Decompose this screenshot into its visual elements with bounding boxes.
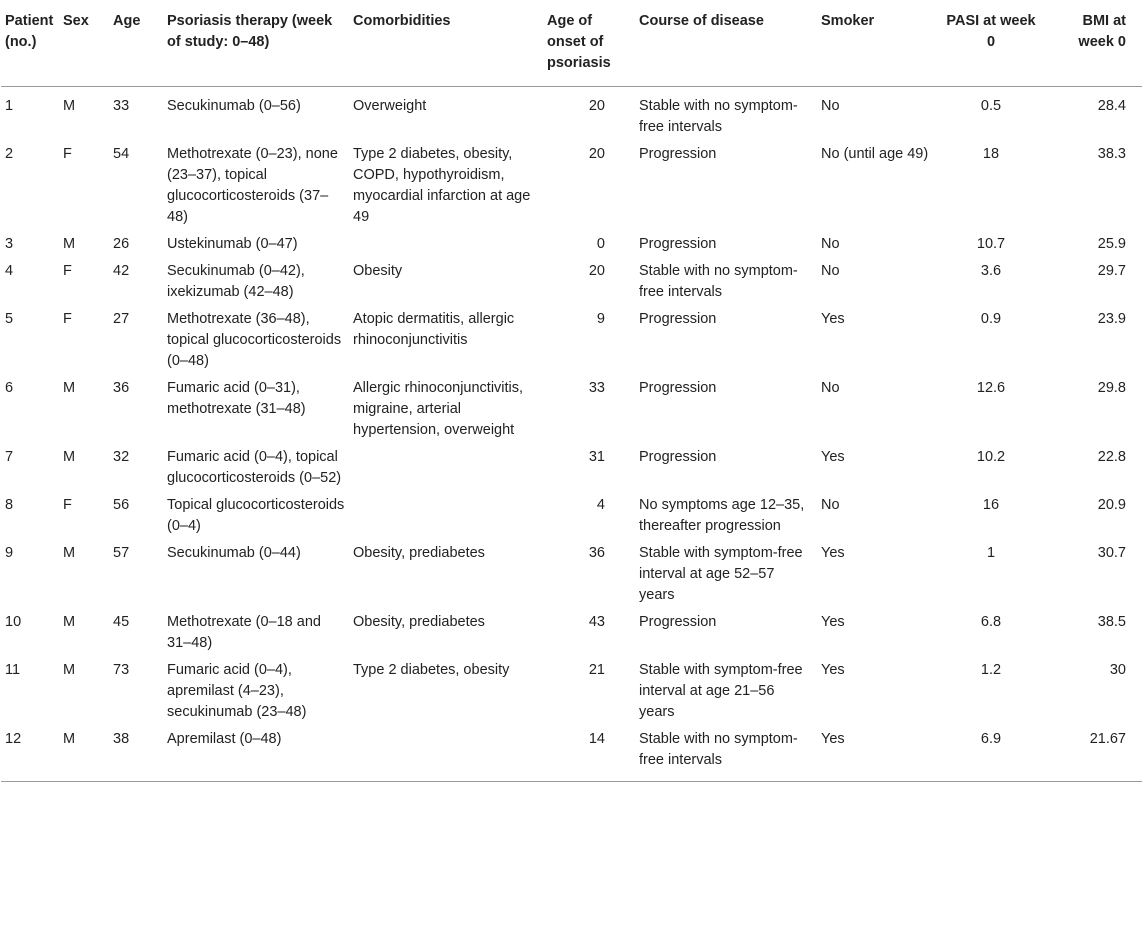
cell-course: Stable with no symptom-free intervals bbox=[639, 98, 798, 135]
cell-comorbidities: Obesity, prediabetes bbox=[353, 545, 485, 561]
cell-therapy: Apremilast (0–48) bbox=[163, 726, 349, 782]
cell-therapy: Ustekinumab (0–47) bbox=[167, 236, 298, 252]
cell-pasi: 10.2 bbox=[976, 449, 1006, 465]
cell-comorbidities bbox=[349, 492, 543, 540]
cell-therapy: Secukinumab (0–44) bbox=[167, 545, 301, 561]
cell-therapy: Secukinumab (0–56) bbox=[167, 98, 301, 114]
cell-onset: 33 bbox=[588, 380, 605, 396]
cell-sex: M bbox=[59, 726, 109, 782]
cell-therapy: Methotrexate (0–18 and 31–48) bbox=[167, 614, 321, 651]
header-smoker: Smoker bbox=[817, 1, 939, 87]
header-onset: Age of onset of psoriasis bbox=[543, 1, 635, 87]
cell-therapy: Topical glucocorticosteroids (0–4) bbox=[167, 497, 345, 534]
cell-pasi: 0.9 bbox=[980, 311, 1002, 327]
cell-onset: 21 bbox=[588, 662, 605, 678]
header-row bbox=[1, 1, 1142, 87]
cell-course: Progression bbox=[639, 380, 717, 396]
table-row bbox=[1, 609, 1142, 657]
cell-sex: M bbox=[63, 380, 76, 396]
cell-pasi: 6.8 bbox=[980, 614, 1002, 630]
cell-sex: M bbox=[63, 662, 76, 678]
cell-course: Stable with no symptom-free intervals bbox=[635, 726, 817, 782]
cell-therapy: Secukinumab (0–42), ixekizumab (42–48) bbox=[167, 263, 305, 300]
cell-bmi: 22.8 bbox=[1097, 449, 1126, 465]
cell-therapy: Fumaric acid (0–4), apremilast (4–23), secukinumab (23–48) bbox=[167, 662, 307, 720]
header-patient: Patient (no.) bbox=[1, 1, 59, 87]
cell-patient: 6 bbox=[5, 380, 14, 396]
cell-pasi: 1.2 bbox=[980, 662, 1002, 678]
cell-bmi: 29.8 bbox=[1097, 380, 1126, 396]
cell-bmi: 23.9 bbox=[1097, 311, 1126, 327]
table-row bbox=[1, 657, 1142, 726]
cell-smoker: No bbox=[821, 98, 840, 114]
cell-age: 36 bbox=[113, 380, 130, 396]
cell-bmi: 20.9 bbox=[1097, 497, 1126, 513]
cell-course: Stable with no symptom-free intervals bbox=[639, 263, 798, 300]
cell-smoker: No bbox=[821, 497, 840, 513]
cell-age: 54 bbox=[113, 146, 130, 162]
cell-pasi: 3.6 bbox=[980, 263, 1002, 279]
cell-onset: 20 bbox=[588, 98, 605, 114]
cell-bmi: 38.5 bbox=[1097, 614, 1126, 630]
table-row bbox=[1, 444, 1142, 492]
cell-pasi: 0.5 bbox=[980, 98, 1002, 114]
header-therapy: Psoriasis therapy (week of study: 0–48) bbox=[163, 1, 349, 87]
cell-age: 57 bbox=[113, 545, 130, 561]
cell-course: Stable with symptom-free interval at age 52–57 years bbox=[639, 545, 803, 603]
cell-sex: M bbox=[63, 614, 76, 630]
table-row bbox=[1, 258, 1142, 306]
table-row bbox=[1, 306, 1142, 375]
cell-sex: M bbox=[63, 449, 76, 465]
cell-patient: 1 bbox=[5, 98, 14, 114]
cell-onset: 14 bbox=[543, 726, 635, 782]
cell-patient: 10 bbox=[5, 614, 22, 630]
cell-course: Progression bbox=[639, 146, 717, 162]
cell-comorbidities bbox=[349, 231, 543, 258]
cell-pasi: 6.9 bbox=[939, 726, 1043, 782]
cell-pasi: 16 bbox=[982, 497, 1000, 513]
table-row bbox=[1, 540, 1142, 609]
cell-smoker: Yes bbox=[821, 662, 845, 678]
cell-sex: M bbox=[63, 236, 76, 252]
cell-age: 38 bbox=[109, 726, 163, 782]
cell-sex: M bbox=[63, 98, 76, 114]
table-row bbox=[1, 141, 1142, 231]
table-body bbox=[1, 87, 1142, 782]
cell-age: 26 bbox=[113, 236, 130, 252]
header-pasi: PASI at week 0 bbox=[939, 1, 1043, 87]
cell-smoker: No bbox=[821, 236, 840, 252]
cell-comorbidities: Obesity, prediabetes bbox=[353, 614, 485, 630]
cell-therapy: Fumaric acid (0–31), methotrexate (31–48) bbox=[167, 380, 306, 417]
cell-bmi: 28.4 bbox=[1097, 98, 1126, 114]
cell-pasi: 10.7 bbox=[976, 236, 1006, 252]
cell-onset: 36 bbox=[588, 545, 605, 561]
cell-pasi: 18 bbox=[982, 146, 1000, 162]
table-row bbox=[1, 231, 1142, 258]
cell-smoker: Yes bbox=[821, 545, 845, 561]
cell-onset: 4 bbox=[596, 497, 605, 513]
cell-age: 33 bbox=[113, 98, 130, 114]
cell-smoker: No bbox=[821, 380, 840, 396]
cell-bmi: 30.7 bbox=[1097, 545, 1126, 561]
cell-course: Stable with symptom-free interval at age 21–56 years bbox=[639, 662, 803, 720]
cell-therapy: Fumaric acid (0–4), topical glucocorticosteroids (0–52) bbox=[167, 449, 342, 486]
cell-smoker: Yes bbox=[821, 614, 845, 630]
cell-onset: 0 bbox=[596, 236, 605, 252]
cell-patient: 5 bbox=[5, 311, 14, 327]
cell-smoker: No bbox=[821, 263, 840, 279]
cell-course: Progression bbox=[639, 614, 717, 630]
cell-comorbidities: Type 2 diabetes, obesity, COPD, hypothyroidism, myocardial infarction at age 49 bbox=[353, 146, 531, 225]
table-row bbox=[1, 492, 1142, 540]
cell-sex: F bbox=[63, 497, 72, 513]
cell-sex: M bbox=[63, 545, 76, 561]
cell-bmi: 29.7 bbox=[1097, 263, 1126, 279]
cell-sex: F bbox=[63, 146, 72, 162]
cell-comorbidities: Type 2 diabetes, obesity bbox=[353, 662, 510, 678]
cell-pasi: 1 bbox=[986, 545, 996, 561]
cell-patient: 2 bbox=[5, 146, 14, 162]
cell-patient: 7 bbox=[5, 449, 14, 465]
cell-bmi: 38.3 bbox=[1097, 146, 1126, 162]
cell-smoker: Yes bbox=[821, 311, 845, 327]
cell-course: Progression bbox=[639, 236, 717, 252]
cell-patient: 8 bbox=[5, 497, 14, 513]
cell-comorbidities: Allergic rhinoconjunctivitis, migraine, arterial hypertension, overweight bbox=[353, 380, 524, 438]
cell-patient: 11 bbox=[5, 662, 21, 678]
cell-age: 32 bbox=[113, 449, 130, 465]
header-course: Course of disease bbox=[635, 1, 817, 87]
table-row bbox=[1, 726, 1142, 782]
cell-comorbidities: Overweight bbox=[353, 98, 427, 114]
cell-patient: 3 bbox=[5, 236, 14, 252]
cell-smoker: No (until age 49) bbox=[821, 146, 929, 162]
header-comorbidities: Comorbidities bbox=[349, 1, 543, 87]
cell-patient: 9 bbox=[5, 545, 14, 561]
header-bmi: BMI at week 0 bbox=[1043, 1, 1142, 87]
cell-comorbidities bbox=[349, 444, 543, 492]
cell-onset: 9 bbox=[596, 311, 605, 327]
cell-bmi: 30 bbox=[1109, 662, 1126, 678]
cell-patient: 12 bbox=[1, 726, 59, 782]
cell-onset: 43 bbox=[588, 614, 605, 630]
header-sex: Sex bbox=[59, 1, 109, 87]
table-row bbox=[1, 375, 1142, 444]
cell-therapy: Methotrexate (0–23), none (23–37), topical glucocorticosteroids (37–48) bbox=[167, 146, 338, 225]
patient-characteristics-table bbox=[1, 1, 1142, 782]
cell-course: Progression bbox=[639, 311, 717, 327]
cell-bmi: 25.9 bbox=[1097, 236, 1126, 252]
cell-comorbidities: Atopic dermatitis, allergic rhinoconjunctivitis bbox=[353, 311, 515, 348]
cell-onset: 20 bbox=[588, 146, 605, 162]
cell-age: 42 bbox=[113, 263, 130, 279]
header-age: Age bbox=[109, 1, 163, 87]
cell-onset: 20 bbox=[588, 263, 605, 279]
cell-age: 73 bbox=[113, 662, 130, 678]
cell-age: 45 bbox=[113, 614, 130, 630]
cell-comorbidities: Obesity bbox=[353, 263, 403, 279]
table-row bbox=[1, 87, 1142, 142]
cell-therapy: Methotrexate (36–48), topical glucocorticosteroids (0–48) bbox=[167, 311, 342, 369]
cell-smoker: Yes bbox=[817, 726, 939, 782]
cell-course: No symptoms age 12–35, thereafter progression bbox=[639, 497, 805, 534]
cell-course: Progression bbox=[639, 449, 717, 465]
cell-comorbidities bbox=[349, 726, 543, 782]
cell-patient: 4 bbox=[5, 263, 14, 279]
cell-age: 27 bbox=[113, 311, 130, 327]
cell-bmi: 21.67 bbox=[1043, 726, 1142, 782]
cell-pasi: 12.6 bbox=[976, 380, 1006, 396]
cell-smoker: Yes bbox=[821, 449, 845, 465]
cell-age: 56 bbox=[113, 497, 130, 513]
cell-onset: 31 bbox=[588, 449, 605, 465]
cell-sex: F bbox=[63, 311, 72, 327]
cell-sex: F bbox=[63, 263, 72, 279]
